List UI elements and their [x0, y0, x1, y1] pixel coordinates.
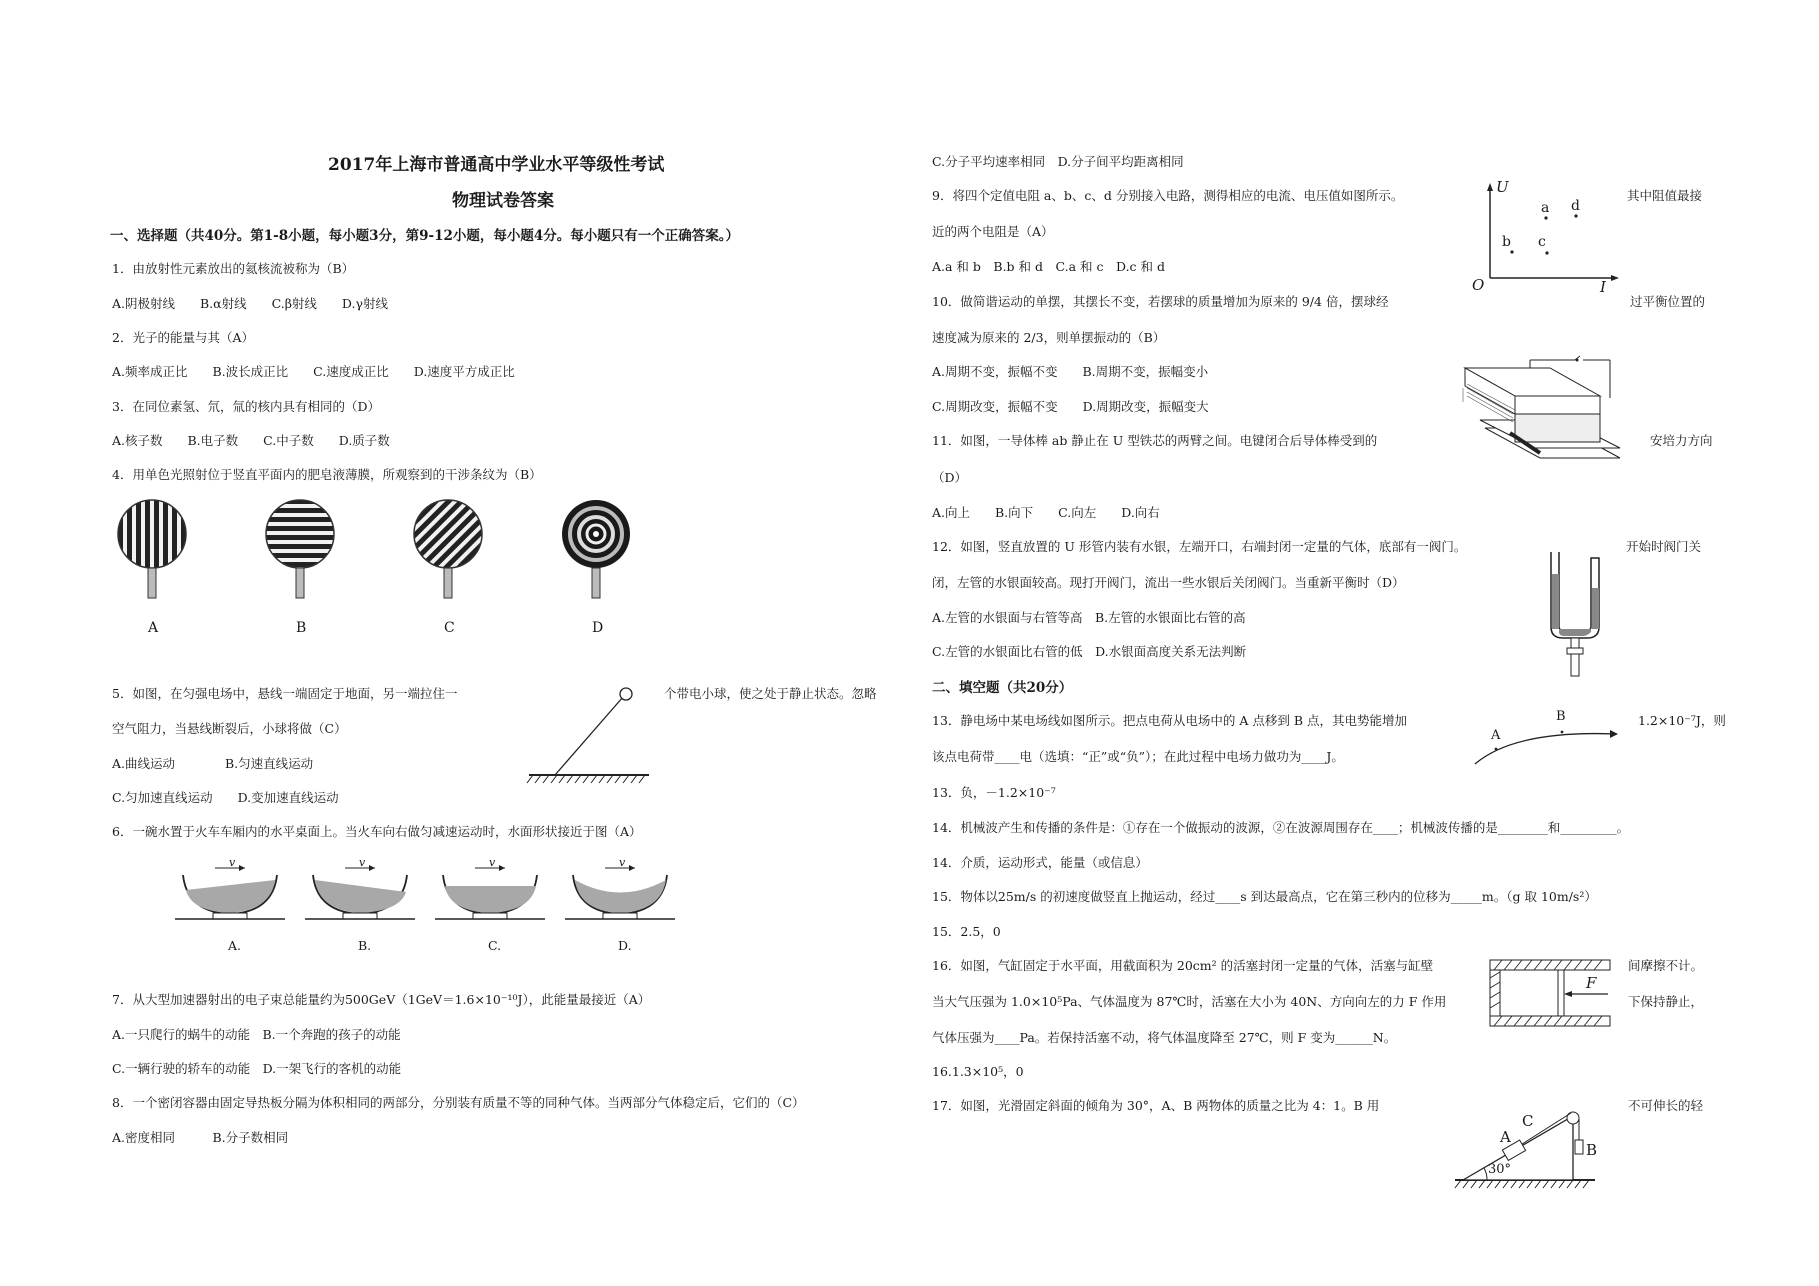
question-10-options-2: C.周期改变，振幅不变 D.周期改变，振幅变大	[932, 399, 1209, 414]
point-label-a: a	[1541, 200, 1550, 216]
question-17-line1: 17．如图，光滑固定斜面的倾角为 30°，A、B 两物体的质量之比为 4：1。B 用	[932, 1098, 1380, 1113]
bowl-label-b: B.	[358, 938, 372, 953]
question-13-line2: 该点电荷带____电（选填：“正”或“负”）；在此过程中电场力做功为____J。	[932, 749, 1344, 764]
axis-label-u: U	[1496, 178, 1509, 196]
angle-label: 30°	[1488, 1162, 1512, 1177]
interference-pattern-d	[562, 500, 630, 598]
block-a-label: A	[1500, 1128, 1511, 1146]
question-3: 3．在同位素氢、氘，氚的核内具有相同的（D）	[112, 399, 380, 414]
figure-label-d: D	[592, 620, 604, 636]
bowl-a	[175, 865, 285, 919]
field-point-b-label: B	[1556, 709, 1566, 724]
velocity-label-b: v	[359, 856, 366, 869]
axis-label-i: I	[1600, 278, 1606, 296]
bowl-b	[305, 865, 415, 919]
question-13-line1: 13．静电场中某电场线如图所示。把点电荷从电场中的 A 点移到 B 点，其电势能增加	[932, 713, 1408, 728]
question-14-answer: 14．介质，运动形式，能量（或信息）	[932, 855, 1148, 870]
question-9-line2: 近的两个电阻是（A）	[932, 224, 1054, 239]
velocity-label-a: v	[229, 856, 236, 869]
question-10-options-1: A.周期不变，振幅不变 B.周期不变，振幅变小	[932, 364, 1209, 379]
question-13-answer: 13．负，－1.2×10⁻⁷	[932, 785, 1056, 800]
question-12-line2: 闭，左管的水银面较高。现打开阀门，流出一些水银后关闭阀门。当重新平衡时（D）	[932, 575, 1405, 590]
section-heading-fill: 二、填空题（共20分）	[932, 680, 1073, 696]
cylinder-figure	[1488, 958, 1628, 1028]
question-7-options-2: C.一辆行驶的轿车的动能 D.一架飞行的客机的动能	[112, 1061, 402, 1076]
question-16-line1: 16．如图，气缸固定于水平面，用截面积为 20cm² 的活塞封闭一定量的气体，活塞与缸壁	[932, 958, 1434, 973]
interference-pattern-b	[266, 500, 334, 598]
question-12-line1: 12．如图，竖直放置的 U 形管内装有水银，左端开口，右端封闭一定量的气体，底部有一阀门。	[932, 539, 1467, 554]
water-bowls-figure	[175, 850, 695, 930]
question-1-options: A.阴极射线 B.α射线 C.β射线 D.γ射线	[112, 296, 388, 311]
bowl-c	[435, 865, 545, 919]
question-16-line2: 当大气压强为 1.0×10⁵Pa、气体温度为 87℃时，活塞在大小为 40N、方向向左的力 F 作用	[932, 994, 1447, 1009]
question-3-options: A.核子数 B.电子数 C.中子数 D.质子数	[112, 433, 390, 448]
interference-pattern-a	[118, 500, 186, 598]
velocity-label-d: v	[619, 856, 626, 869]
bowl-label-c: C.	[488, 938, 502, 953]
page-title: 2017年上海市普通高中学业水平等级性考试	[328, 155, 665, 175]
page-subtitle: 物理试卷答案	[452, 191, 554, 211]
figure-label-c: C	[444, 620, 455, 636]
question-16-answer: 16.1.3×10⁵，0	[932, 1064, 1024, 1079]
question-12-line1-tail: 开始时阀门关	[1626, 539, 1702, 554]
figure-label-a: A	[148, 620, 159, 636]
block-b-label: B	[1586, 1141, 1598, 1159]
question-13-line1-tail: 1.2×10⁻⁷J，则	[1638, 713, 1726, 728]
question-16-line1-tail: 间摩擦不计。	[1628, 958, 1704, 973]
question-5-options-1: A.曲线运动 B.匀速直线运动	[112, 756, 314, 771]
question-7-options-1: A.一只爬行的蜗牛的动能 B.一个奔跑的孩子的动能	[112, 1027, 401, 1042]
question-12-options-2: C.左管的水银面比右管的低 D.水银面高度关系无法判断	[932, 644, 1247, 659]
point-label-b: b	[1502, 234, 1511, 250]
figure-label-b: B	[296, 620, 307, 636]
question-7: 7．从大型加速器射出的电子束总能量约为500GeV（1GeV＝1.6×10⁻¹⁰J），此能量最接近（A）	[112, 992, 651, 1007]
question-11-line2: （D）	[932, 470, 968, 485]
question-2-options: A.频率成正比 B.波长成正比 C.速度成正比 D.速度平方成正比	[112, 364, 515, 379]
question-10-line1: 10．做简谐运动的单摆，其摆长不变，若摆球的质量增加为原来的 9/4 倍，摆球经	[932, 294, 1389, 309]
interference-pattern-c	[414, 500, 482, 598]
point-label-c: c	[1538, 234, 1546, 250]
question-8-options: A.密度相同 B.分子数相同	[112, 1130, 289, 1145]
pendulum-figure	[525, 685, 655, 785]
bowl-label-d: D.	[618, 938, 632, 953]
question-1: 1．由放射性元素放出的氦核流被称为（B）	[112, 261, 355, 276]
question-9-options: A.a 和 b B.b 和 d C.a 和 c D.c 和 d	[932, 259, 1166, 274]
question-9-line1-tail: 其中阻值最接	[1627, 188, 1703, 203]
question-2: 2．光子的能量与其（A）	[112, 330, 254, 345]
question-5-line1: 5．如图，在匀强电场中，悬线一端固定于地面，另一端拉住一	[112, 686, 458, 701]
question-15-answer: 15．2.5，0	[932, 924, 1001, 939]
question-5-line1-tail: 个带电小球，使之处于静止状态。忽略	[664, 686, 877, 701]
question-5-options-2: C.匀加速直线运动 D.变加速直线运动	[112, 790, 339, 805]
question-11-line1: 11．如图，一导体棒 ab 静止在 U 型铁芯的两臂之间。电键闭合后导体棒受到的	[932, 433, 1378, 448]
question-17-line1-tail: 不可伸长的轻	[1628, 1098, 1704, 1113]
velocity-label-c: v	[489, 856, 496, 869]
u-core-figure	[1455, 358, 1630, 473]
question-8-options-2: C.分子平均速率相同 D.分子间平均距离相同	[932, 154, 1184, 169]
point-label-d: d	[1571, 198, 1580, 214]
question-11-options: A.向上 B.向下 C.向左 D.向右	[932, 505, 1160, 520]
question-8: 8．一个密闭容器由固定导热板分隔为体积相同的两部分，分别装有质量不等的同种气体。当两部分气体稳定后，它们的（C）	[112, 1095, 805, 1110]
question-6: 6．一碗水置于火车车厢内的水平桌面上。当火车向右做匀减速运动时，水面形状接近于图（A）	[112, 824, 642, 839]
rope-c-label: C	[1522, 1112, 1534, 1130]
question-12-options-1: A.左管的水银面与右管等高 B.左管的水银面比右管的高	[932, 610, 1246, 625]
question-10-line1-tail: 过平衡位置的	[1630, 294, 1706, 309]
bowl-d	[565, 865, 675, 919]
question-11-line1-tail: 安培力方向	[1650, 433, 1713, 448]
field-point-a-label: A	[1491, 728, 1501, 743]
section-heading-choice: 一、选择题（共40分。第1-8小题，每小题3分，第9-12小题，每小题4分。每小题只有一个正确答案。）	[110, 228, 739, 244]
question-15: 15．物体以25m/s 的初速度做竖直上抛运动，经过____s 到达最高点，它在第三秒内的位移为_____m。（g 取 10m/s²）	[932, 889, 1597, 904]
bowl-label-a: A.	[228, 938, 242, 953]
u-tube-figure	[1545, 552, 1615, 677]
origin-label: O	[1472, 276, 1485, 294]
question-10-line2: 速度减为原来的 2/3，则单摆振动的（B）	[932, 330, 1166, 345]
interference-figures	[100, 490, 660, 640]
question-5-line2: 空气阻力，当悬线断裂后，小球将做（C）	[112, 721, 347, 736]
question-9-line1: 9．将四个定值电阻 a、b、c、d 分别接入电路，测得相应的电流、电压值如图所示。	[932, 188, 1404, 203]
force-label: F	[1586, 974, 1597, 992]
question-16-line3: 气体压强为____Pa。若保持活塞不动，将气体温度降至 27℃，则 F 变为______N。	[932, 1030, 1397, 1045]
question-14: 14．机械波产生和传播的条件是：①存在一个做振动的波源，②在波源周围存在____；机械波传播的是________和_________。	[932, 820, 1630, 835]
question-4: 4．用单色光照射位于竖直平面内的肥皂液薄膜，所观察到的干涉条纹为（B）	[112, 467, 542, 482]
question-16-line2-tail: 下保持静止，	[1628, 994, 1704, 1009]
